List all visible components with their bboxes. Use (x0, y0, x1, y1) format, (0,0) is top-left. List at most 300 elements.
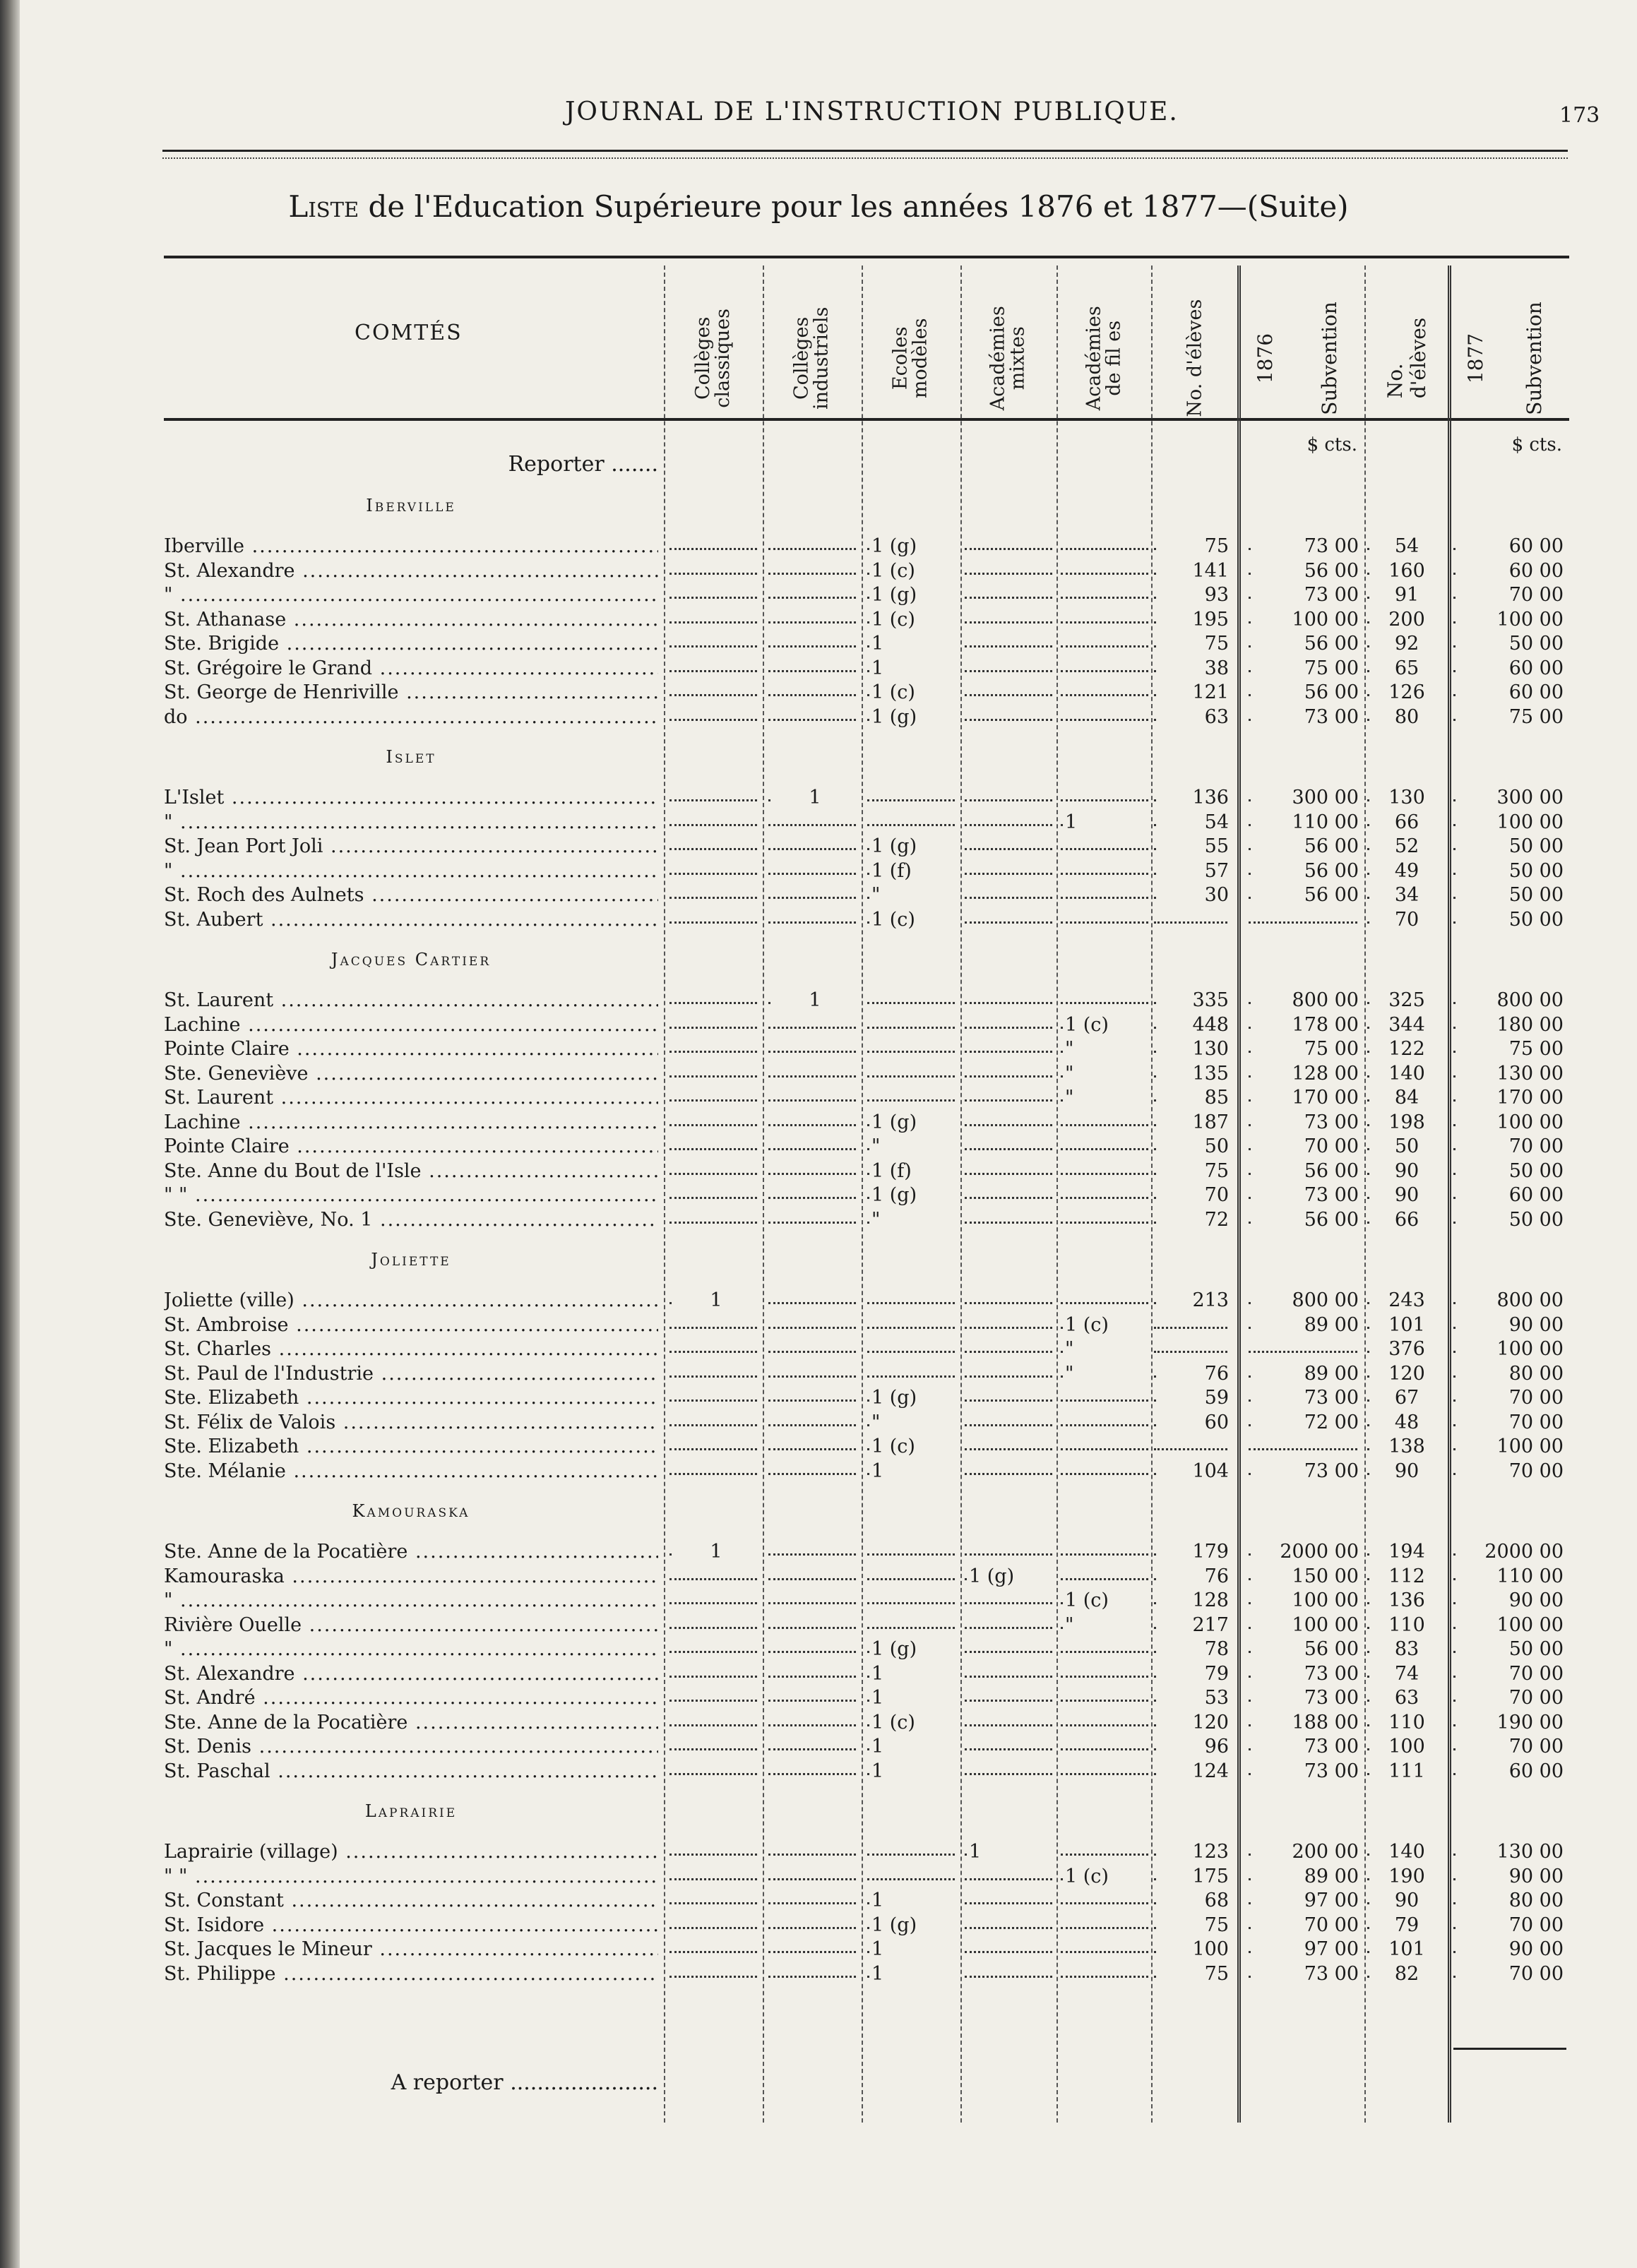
cell-ecoles-modeles: 1 (870, 633, 958, 655)
section-heading: Islet (386, 747, 436, 767)
row-label (164, 1460, 658, 1483)
page-number: 173 (1559, 103, 1600, 128)
cell-leader (669, 897, 757, 899)
cell-leader (965, 1327, 1052, 1329)
cell-leader (669, 873, 757, 875)
cell-subvention-1877: 70 00 (1456, 1663, 1565, 1685)
journal-header: JOURNAL DE L'INSTRUCTION PUBLIQUE. (565, 97, 1179, 126)
cell-leader (768, 694, 856, 696)
row-label-text: Iberville (164, 535, 244, 557)
cell-subvention-1877: 50 00 (1456, 1209, 1565, 1231)
row-label (164, 1135, 658, 1158)
row-label-text: St. Laurent (164, 989, 274, 1011)
cell-ecoles-modeles: 1 (g) (870, 1914, 958, 1937)
cell-subvention-1876: 800 00 (1251, 989, 1360, 1012)
cell-leader (867, 1627, 955, 1629)
cell-leader (669, 1748, 757, 1750)
cell-eleves-1877: 67 (1370, 1387, 1443, 1409)
table-row (164, 1760, 1569, 1783)
cell-subvention-1877: 90 00 (1456, 1589, 1565, 1612)
row-label (164, 1938, 658, 1961)
table-row (164, 1614, 1569, 1637)
cell-eleves-1876: 213 (1157, 1289, 1230, 1312)
cell-leader (669, 1578, 757, 1580)
cell-academies-filles: " (1064, 1363, 1151, 1385)
row-label-text: Rivière Ouelle (164, 1613, 302, 1636)
cell-ecoles-modeles: 1 (g) (870, 584, 958, 607)
cell-ecoles-modeles: 1 (870, 1687, 958, 1709)
cell-leader (768, 1553, 856, 1556)
cell-leader (768, 873, 856, 875)
cell-colleges-industriels: 1 (771, 787, 859, 809)
cell-subvention-1876: 73 00 (1251, 1111, 1360, 1134)
cell-leader (669, 1878, 757, 1880)
cell-eleves-1877: 34 (1370, 884, 1443, 907)
header-academies-mixtes-label: Académies mixtes (987, 305, 1029, 411)
table-row (164, 1914, 1569, 1937)
row-label-text: Joliette (ville) (164, 1289, 294, 1311)
cell-leader (768, 1075, 856, 1078)
cell-leader (1061, 1854, 1148, 1856)
cell-subvention-1876: 56 00 (1251, 1638, 1360, 1661)
cell-ecoles-modeles: 1 (g) (870, 535, 958, 558)
cell-leader (1154, 1351, 1227, 1353)
row-label (164, 1314, 658, 1337)
cell-leader (768, 1773, 856, 1775)
cell-leader (669, 1927, 757, 1929)
cell-leader (768, 1748, 856, 1750)
cell-subvention-1877: 70 00 (1456, 1736, 1565, 1758)
cell-leader (768, 1878, 856, 1880)
cell-leader (1249, 1448, 1357, 1450)
cell-leader (1061, 1124, 1148, 1126)
cell-leader (1061, 573, 1148, 575)
header-year-1876 (1244, 270, 1287, 446)
cell-subvention-1877: 90 00 (1456, 1314, 1565, 1337)
cell-leader (768, 1473, 856, 1475)
header-eleves-1877 (1371, 270, 1442, 446)
cell-ecoles-modeles: 1 (c) (870, 1712, 958, 1734)
cell-eleves-1876: 30 (1157, 884, 1230, 907)
row-label-text: St. Roch des Aulnets (164, 884, 364, 906)
header-colleges-classiques-label: Collèges classiques (691, 308, 734, 408)
cell-leader (965, 1902, 1052, 1904)
cell-leader (867, 799, 955, 801)
header-eleves-1877-label: No. d'élèves (1383, 317, 1430, 399)
row-label (164, 1363, 658, 1385)
cell-subvention-1876: 56 00 (1251, 860, 1360, 883)
cell-subvention-1876: 73 00 (1251, 584, 1360, 607)
table-row (164, 1841, 1569, 1863)
header-colleges-industriels-label: Collèges industriels (790, 306, 833, 410)
cell-subvention-1877: 60 00 (1456, 657, 1565, 680)
cell-eleves-1876: 70 (1157, 1184, 1230, 1207)
row-label-text: St. Constant (164, 1890, 284, 1911)
reporter-top-label: Reporter (508, 452, 605, 477)
cell-leader (965, 1878, 1052, 1880)
cell-leader (768, 645, 856, 647)
cell-eleves-1877: 194 (1370, 1541, 1443, 1563)
cell-subvention-1876: 56 00 (1251, 1209, 1360, 1231)
cell-leader (768, 1399, 856, 1402)
cell-subvention-1877: 60 00 (1456, 1760, 1565, 1783)
cell-leader (768, 1724, 856, 1726)
cell-subvention-1877: 130 00 (1456, 1841, 1565, 1863)
cell-leader (965, 1302, 1052, 1304)
cell-eleves-1877: 48 (1370, 1411, 1443, 1434)
cell-leader (1061, 921, 1148, 924)
row-label-text: St. Paschal (164, 1760, 270, 1782)
cell-leader (867, 824, 955, 826)
cell-leader (965, 1602, 1052, 1604)
cell-leader (1061, 1424, 1148, 1426)
page-binding-edge (0, 0, 20, 2268)
row-label (164, 535, 658, 558)
cell-leader (965, 1099, 1052, 1102)
row-label (164, 1411, 658, 1434)
cell-subvention-1876: 73 00 (1251, 1184, 1360, 1207)
cell-subvention-1877: 50 00 (1456, 633, 1565, 655)
cell-leader (1061, 1927, 1148, 1929)
cell-subvention-1877: 70 00 (1456, 1411, 1565, 1434)
cell-eleves-1877: 83 (1370, 1638, 1443, 1661)
cell-leader (669, 573, 757, 575)
row-label-text: Laprairie (village) (164, 1841, 338, 1863)
cell-leader (669, 694, 757, 696)
cell-leader (1061, 1197, 1148, 1199)
cell-subvention-1877: 100 00 (1456, 609, 1565, 631)
header-colleges-industriels (770, 277, 855, 439)
cell-eleves-1877: 130 (1370, 787, 1443, 809)
cell-subvention-1877: 800 00 (1456, 1289, 1565, 1312)
table-row (164, 835, 1569, 858)
cell-leader (965, 799, 1052, 801)
cell-leader (768, 1351, 856, 1353)
cell-leader (965, 621, 1052, 623)
row-label-text: St. Grégoire le Grand (164, 657, 373, 679)
cell-eleves-1877: 90 (1370, 1460, 1443, 1483)
cell-eleves-1877: 198 (1370, 1111, 1443, 1134)
table-row (164, 1541, 1569, 1563)
cell-leader (965, 1222, 1052, 1224)
row-label (164, 1436, 658, 1458)
cell-eleves-1877: 160 (1370, 560, 1443, 583)
cell-eleves-1877: 110 (1370, 1712, 1443, 1734)
cell-eleves-1877: 101 (1370, 1314, 1443, 1337)
cell-eleves-1877: 49 (1370, 860, 1443, 883)
cell-leader (1061, 1773, 1148, 1775)
cell-leader (768, 848, 856, 850)
cell-ecoles-modeles: 1 (g) (870, 1111, 958, 1134)
table-row (164, 1289, 1569, 1312)
cell-subvention-1877: 100 00 (1456, 1614, 1565, 1637)
row-label-text: Lachine (164, 1111, 241, 1133)
cell-leader (669, 824, 757, 826)
row-label-text: " (164, 584, 173, 606)
cell-subvention-1877: 90 00 (1456, 1938, 1565, 1961)
cell-leader (867, 1553, 955, 1556)
cell-leader (768, 1700, 856, 1702)
cell-leader (669, 597, 757, 599)
cell-leader (1061, 1951, 1148, 1953)
row-label-text: Ste. Anne du Bout de l'Isle (164, 1159, 422, 1182)
row-label (164, 909, 658, 931)
cell-leader (669, 1700, 757, 1702)
row-label (164, 1963, 658, 1986)
table-row (164, 535, 1569, 558)
cell-leader (965, 1424, 1052, 1426)
table-row (164, 706, 1569, 729)
section-heading: Joliette (371, 1250, 451, 1270)
cell-leader (1061, 1302, 1148, 1304)
cell-leader (1061, 621, 1148, 623)
row-label (164, 1541, 658, 1563)
cell-leader (669, 1448, 757, 1450)
cell-leader (965, 824, 1052, 826)
cell-leader (1061, 597, 1148, 599)
cell-eleves-1877: 74 (1370, 1663, 1443, 1685)
row-label (164, 1087, 658, 1109)
cell-subvention-1876: 800 00 (1251, 1289, 1360, 1312)
cell-ecoles-modeles: 1 (870, 1938, 958, 1961)
cell-eleves-1877: 101 (1370, 1938, 1443, 1961)
cell-leader (1249, 1351, 1357, 1353)
cell-leader (1061, 694, 1148, 696)
cell-eleves-1876: 217 (1157, 1614, 1230, 1637)
cell-subvention-1877: 70 00 (1456, 1135, 1565, 1158)
table-row (164, 1460, 1569, 1483)
table-row (164, 1014, 1569, 1037)
cell-subvention-1877: 70 00 (1456, 1387, 1565, 1409)
cell-leader (1061, 1748, 1148, 1750)
cell-leader (1061, 897, 1148, 899)
row-label-text: St. Alexandre (164, 559, 295, 582)
cell-subvention-1876: 188 00 (1251, 1712, 1360, 1734)
cell-eleves-1877: 136 (1370, 1589, 1443, 1612)
cell-subvention-1877: 800 00 (1456, 989, 1565, 1012)
cell-leader (669, 1773, 757, 1775)
row-label-text: " " (164, 1184, 188, 1206)
cell-ecoles-modeles: 1 (c) (870, 909, 958, 931)
cell-leader (669, 548, 757, 550)
cell-leader (669, 799, 757, 801)
cell-eleves-1877: 90 (1370, 1184, 1443, 1207)
cell-eleves-1876: 448 (1157, 1014, 1230, 1037)
cell-eleves-1876: 75 (1157, 1914, 1230, 1937)
cell-subvention-1876: 56 00 (1251, 884, 1360, 907)
title-rest: de l'Education Supérieure pour les années 1876 et 1877—(Suite) (359, 189, 1349, 224)
cell-eleves-1877: 140 (1370, 1841, 1443, 1863)
cell-subvention-1876: 73 00 (1251, 1963, 1360, 1986)
row-label-text: do (164, 705, 188, 728)
cell-leader (867, 1854, 955, 1856)
row-label (164, 1614, 658, 1637)
cell-eleves-1876: 93 (1157, 584, 1230, 607)
cell-eleves-1877: 138 (1370, 1436, 1443, 1458)
cell-eleves-1876: 75 (1157, 535, 1230, 558)
row-label-text: " (164, 811, 173, 833)
cell-subvention-1876: 70 00 (1251, 1135, 1360, 1158)
cell-subvention-1876: 110 00 (1251, 811, 1360, 834)
reporter-bottom: A reporter ...................... (391, 2070, 658, 2095)
header-subvention-1876 (1308, 270, 1350, 446)
cell-subvention-1877: 75 00 (1456, 706, 1565, 729)
cell-academies-mixtes: 1 (968, 1841, 1055, 1863)
header-eleves-1876 (1153, 277, 1237, 439)
title-lead: Liste (288, 189, 359, 224)
cell-ecoles-modeles: 1 (870, 1890, 958, 1912)
row-label-text: Ste. Brigide (164, 633, 280, 655)
row-label-text: St. George de Henriville (164, 681, 399, 703)
cell-ecoles-modeles: 1 (c) (870, 560, 958, 583)
cell-leader (669, 1351, 757, 1353)
cell-academies-filles: 1 (1064, 811, 1151, 834)
cell-leader (1061, 799, 1148, 801)
cell-leader (1061, 1724, 1148, 1726)
cell-leader (768, 1027, 856, 1029)
cell-leader (965, 1002, 1052, 1004)
cell-leader (1061, 1448, 1148, 1450)
table-row (164, 1712, 1569, 1734)
row-label-text: St. Paul de l'Industrie (164, 1362, 374, 1385)
cell-eleves-1877: 243 (1370, 1289, 1443, 1312)
table-row (164, 1866, 1569, 1888)
cell-leader (1061, 1676, 1148, 1678)
cell-eleves-1876: 175 (1157, 1866, 1230, 1888)
cell-leader (669, 1075, 757, 1078)
row-label (164, 657, 658, 680)
cell-eleves-1876: 68 (1157, 1890, 1230, 1912)
cell-ecoles-modeles: " (870, 1135, 958, 1158)
header-subvention-1876-label: Subvention (1317, 301, 1341, 415)
cell-leader (768, 1578, 856, 1580)
row-label (164, 1063, 658, 1085)
cell-subvention-1877: 100 00 (1456, 1436, 1565, 1458)
cell-subvention-1876: 73 00 (1251, 1460, 1360, 1483)
row-label (164, 835, 658, 858)
cell-subvention-1877: 170 00 (1456, 1087, 1565, 1109)
cell-eleves-1877: 376 (1370, 1338, 1443, 1361)
cell-leader (965, 1627, 1052, 1629)
cell-leader (768, 1951, 856, 1953)
cell-academies-filles: 1 (c) (1064, 1866, 1151, 1888)
cell-leader (867, 1878, 955, 1880)
cell-subvention-1877: 60 00 (1456, 1184, 1565, 1207)
cell-eleves-1876: 38 (1157, 657, 1230, 680)
cell-eleves-1877: 140 (1370, 1063, 1443, 1085)
cell-leader (965, 1351, 1052, 1353)
table-row (164, 657, 1569, 680)
cell-subvention-1877: 70 00 (1456, 1460, 1565, 1483)
row-label-text: Lachine (164, 1013, 241, 1036)
cell-eleves-1877: 66 (1370, 1209, 1443, 1231)
row-label-text: Pointe Claire (164, 1135, 290, 1157)
row-label-text: Ste. Elizabeth (164, 1387, 299, 1409)
row-label-text: Ste. Mélanie (164, 1460, 286, 1482)
cell-eleves-1876: 179 (1157, 1541, 1230, 1563)
cell-ecoles-modeles: " (870, 884, 958, 907)
cell-eleves-1877: 111 (1370, 1760, 1443, 1783)
cell-eleves-1876: 50 (1157, 1135, 1230, 1158)
education-table (164, 256, 1569, 2120)
header-academies-filles-label: Académies de fil es (1083, 305, 1125, 411)
cell-eleves-1877: 65 (1370, 657, 1443, 680)
cell-ecoles-modeles: " (870, 1209, 958, 1231)
row-label (164, 1663, 658, 1685)
cell-leader (965, 1473, 1052, 1475)
section-heading: Laprairie (364, 1801, 458, 1821)
cell-academies-mixtes: 1 (g) (968, 1565, 1055, 1588)
cell-ecoles-modeles: 1 (f) (870, 860, 958, 883)
cell-eleves-1877: 190 (1370, 1866, 1443, 1888)
row-label-text: Ste. Elizabeth (164, 1436, 299, 1457)
cell-ecoles-modeles: 1 (870, 1460, 958, 1483)
cell-eleves-1877: 84 (1370, 1087, 1443, 1109)
cell-ecoles-modeles: 1 (g) (870, 835, 958, 858)
section-heading: Iberville (366, 496, 456, 515)
cell-subvention-1876: 150 00 (1251, 1565, 1360, 1588)
row-label (164, 1387, 658, 1409)
cell-leader (669, 1473, 757, 1475)
cell-leader (669, 670, 757, 672)
cell-academies-filles: 1 (c) (1064, 1314, 1151, 1337)
section-heading: Jacques Cartier (331, 950, 492, 969)
cell-subvention-1876: 170 00 (1251, 1087, 1360, 1109)
cell-leader (768, 1927, 856, 1929)
cell-eleves-1876: 75 (1157, 1160, 1230, 1183)
cell-leader (965, 1173, 1052, 1175)
cell-leader (867, 1027, 955, 1029)
cell-leader (768, 670, 856, 672)
cell-leader (768, 921, 856, 924)
cell-subvention-1876: 56 00 (1251, 835, 1360, 858)
table-row (164, 787, 1569, 809)
cell-eleves-1876: 63 (1157, 706, 1230, 729)
cell-eleves-1877: 100 (1370, 1736, 1443, 1758)
cell-subvention-1877: 70 00 (1456, 584, 1565, 607)
cell-leader (965, 694, 1052, 696)
cell-leader (867, 1602, 955, 1604)
cell-subvention-1877: 180 00 (1456, 1014, 1565, 1037)
row-label (164, 1209, 658, 1231)
cell-leader (965, 1051, 1052, 1053)
cell-leader (965, 1773, 1052, 1775)
header-ecoles-modeles (869, 277, 953, 439)
table-row (164, 909, 1569, 931)
cell-leader (669, 1002, 757, 1004)
cell-subvention-1876: 128 00 (1251, 1063, 1360, 1085)
cell-leader (669, 1951, 757, 1953)
cell-leader (965, 848, 1052, 850)
cell-eleves-1876: 55 (1157, 835, 1230, 858)
cell-leader (669, 1027, 757, 1029)
row-label (164, 584, 658, 607)
cell-subvention-1877: 100 00 (1456, 1338, 1565, 1361)
cell-ecoles-modeles: 1 (c) (870, 609, 958, 631)
cell-leader (669, 1976, 757, 1978)
cell-leader (965, 1124, 1052, 1126)
cell-eleves-1877: 200 (1370, 609, 1443, 631)
cell-leader (965, 719, 1052, 721)
cell-eleves-1877: 90 (1370, 1890, 1443, 1912)
row-label-text: St. Athanase (164, 608, 287, 631)
cell-leader (965, 873, 1052, 875)
row-label-text: St. Aubert (164, 908, 263, 931)
cell-eleves-1876: 135 (1157, 1063, 1230, 1085)
cell-leader (669, 1051, 757, 1053)
row-label (164, 706, 658, 729)
cell-subvention-1876: 56 00 (1251, 681, 1360, 704)
